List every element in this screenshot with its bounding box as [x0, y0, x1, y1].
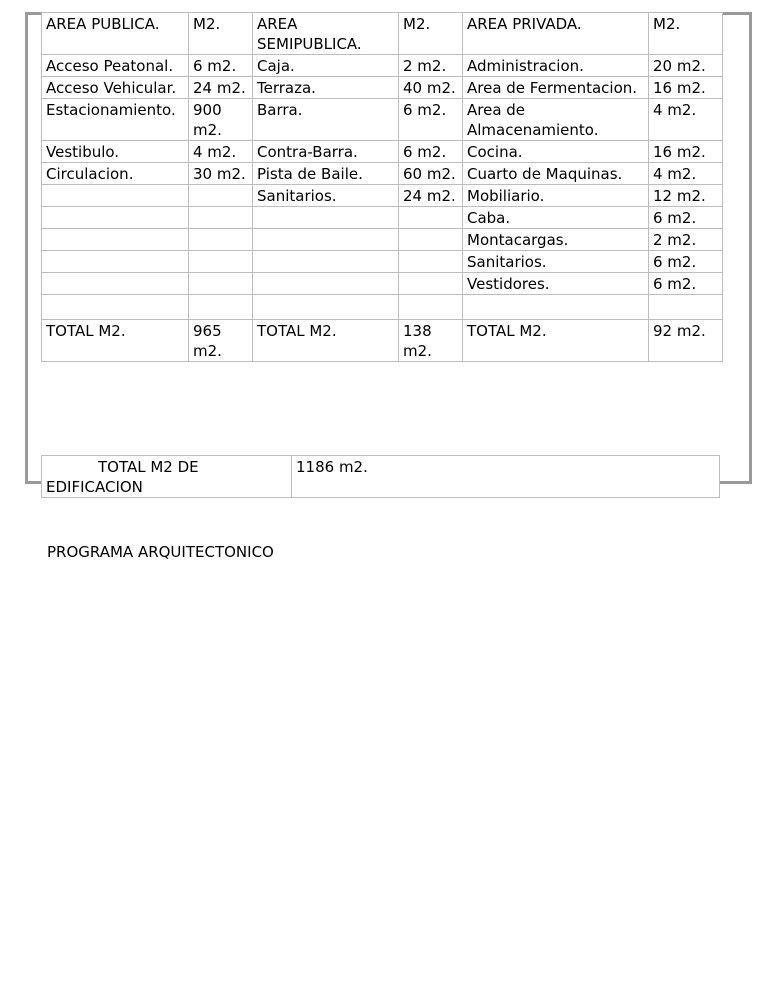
semipublic-m2-cell: 60 m2.	[399, 163, 463, 185]
semipublic-area-cell	[253, 273, 399, 295]
public-area-cell: Acceso Vehicular.	[42, 77, 189, 99]
semipublic-area-cell: Barra.	[253, 99, 399, 141]
public-m2-cell	[189, 185, 253, 207]
private-m2-cell: 20 m2.	[649, 55, 723, 77]
private-area-cell: Vestidores.	[463, 273, 649, 295]
private-area-cell	[463, 295, 649, 320]
public-m2-cell	[189, 295, 253, 320]
semipublic-m2-cell	[399, 295, 463, 320]
private-area-cell: TOTAL M2.	[463, 320, 649, 362]
semipublic-area-cell: Caja.	[253, 55, 399, 77]
public-m2-cell	[189, 251, 253, 273]
public-m2-cell: M2.	[189, 13, 253, 55]
private-area-cell: Mobiliario.	[463, 185, 649, 207]
semipublic-m2-cell: 6 m2.	[399, 141, 463, 163]
public-area-cell: Vestibulo.	[42, 141, 189, 163]
private-m2-cell: 16 m2.	[649, 77, 723, 99]
private-m2-cell: 6 m2.	[649, 251, 723, 273]
private-area-cell: Sanitarios.	[463, 251, 649, 273]
public-m2-cell	[189, 273, 253, 295]
semipublic-area-cell: AREA SEMIPUBLICA.	[253, 13, 399, 55]
table-row	[42, 273, 723, 295]
public-area-cell	[42, 185, 189, 207]
semipublic-m2-cell	[399, 251, 463, 273]
semipublic-m2-cell	[399, 273, 463, 295]
private-m2-cell: 12 m2.	[649, 185, 723, 207]
semipublic-m2-cell	[399, 207, 463, 229]
private-area-cell: AREA PRIVADA.	[463, 13, 649, 55]
table-row	[42, 320, 723, 362]
table-row	[42, 185, 723, 207]
semipublic-m2-cell: 6 m2.	[399, 99, 463, 141]
private-area-cell: Area de Almacenamiento.	[463, 99, 649, 141]
public-m2-cell: 6 m2.	[189, 55, 253, 77]
table-row	[42, 295, 723, 320]
semipublic-area-cell	[253, 251, 399, 273]
public-area-cell	[42, 295, 189, 320]
private-area-cell: Montacargas.	[463, 229, 649, 251]
table-row	[42, 55, 723, 77]
private-m2-cell	[649, 295, 723, 320]
table-row	[42, 251, 723, 273]
total-label: TOTAL M2 DE EDIFICACION	[42, 456, 292, 498]
total-table	[41, 455, 720, 498]
public-area-cell: Estacionamiento.	[42, 99, 189, 141]
semipublic-area-cell	[253, 207, 399, 229]
document-caption: PROGRAMA ARQUITECTONICO	[47, 543, 274, 561]
semipublic-m2-cell	[399, 229, 463, 251]
total-value: 1186 m2.	[292, 456, 720, 498]
public-m2-cell	[189, 207, 253, 229]
table-row	[42, 229, 723, 251]
semipublic-area-cell: TOTAL M2.	[253, 320, 399, 362]
semipublic-area-cell: Pista de Baile.	[253, 163, 399, 185]
private-m2-cell: 16 m2.	[649, 141, 723, 163]
public-m2-cell: 30 m2.	[189, 163, 253, 185]
public-area-cell	[42, 229, 189, 251]
private-area-cell: Area de Fermentacion.	[463, 77, 649, 99]
public-area-cell	[42, 207, 189, 229]
public-area-cell: AREA PUBLICA.	[42, 13, 189, 55]
table-row	[42, 99, 723, 141]
table-row	[42, 141, 723, 163]
public-area-cell	[42, 251, 189, 273]
private-area-cell: Administracion.	[463, 55, 649, 77]
private-m2-cell: 4 m2.	[649, 99, 723, 141]
total-row	[42, 456, 720, 498]
table-row	[42, 163, 723, 185]
public-area-cell	[42, 273, 189, 295]
program-table	[41, 12, 723, 362]
semipublic-m2-cell: 2 m2.	[399, 55, 463, 77]
semipublic-area-cell	[253, 229, 399, 251]
semipublic-area-cell: Contra-Barra.	[253, 141, 399, 163]
private-m2-cell: 6 m2.	[649, 207, 723, 229]
private-m2-cell: 2 m2.	[649, 229, 723, 251]
private-m2-cell: 92 m2.	[649, 320, 723, 362]
private-m2-cell: 6 m2.	[649, 273, 723, 295]
private-area-cell: Cocina.	[463, 141, 649, 163]
public-area-cell: TOTAL M2.	[42, 320, 189, 362]
semipublic-m2-cell: 24 m2.	[399, 185, 463, 207]
semipublic-m2-cell: 40 m2.	[399, 77, 463, 99]
semipublic-area-cell: Terraza.	[253, 77, 399, 99]
public-m2-cell: 4 m2.	[189, 141, 253, 163]
table-row	[42, 13, 723, 55]
public-m2-cell	[189, 229, 253, 251]
public-m2-cell: 900 m2.	[189, 99, 253, 141]
public-area-cell: Acceso Peatonal.	[42, 55, 189, 77]
public-area-cell: Circulacion.	[42, 163, 189, 185]
semipublic-m2-cell: M2.	[399, 13, 463, 55]
private-m2-cell: 4 m2.	[649, 163, 723, 185]
public-m2-cell: 965 m2.	[189, 320, 253, 362]
semipublic-area-cell: Sanitarios.	[253, 185, 399, 207]
table-row	[42, 77, 723, 99]
private-area-cell: Caba.	[463, 207, 649, 229]
table-row	[42, 207, 723, 229]
private-m2-cell: M2.	[649, 13, 723, 55]
public-m2-cell: 24 m2.	[189, 77, 253, 99]
semipublic-area-cell	[253, 295, 399, 320]
semipublic-m2-cell: 138 m2.	[399, 320, 463, 362]
private-area-cell: Cuarto de Maquinas.	[463, 163, 649, 185]
